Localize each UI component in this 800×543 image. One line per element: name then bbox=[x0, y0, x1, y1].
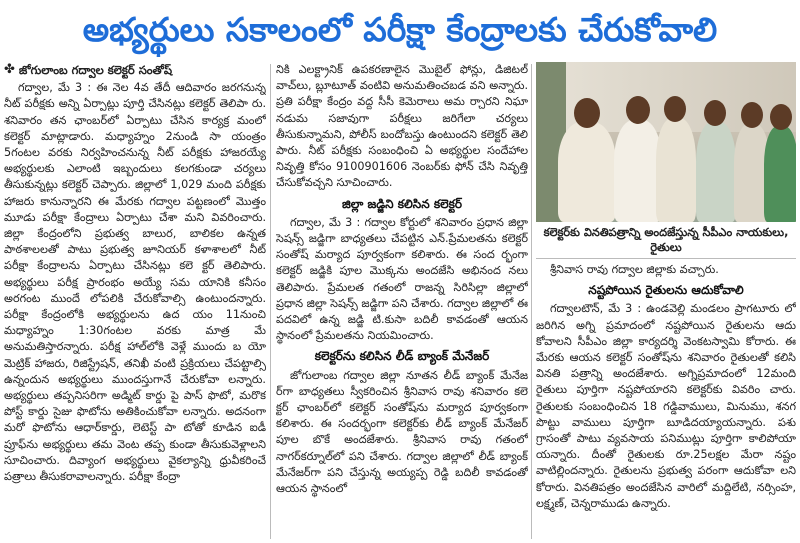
photo-person-head bbox=[574, 98, 600, 128]
photo-person-head bbox=[704, 100, 726, 126]
subheading-judge-meeting: జిల్లా జడ్జిని కలిసిన కలెక్టర్ bbox=[341, 196, 462, 211]
photo-person bbox=[558, 122, 616, 222]
photo-person bbox=[696, 122, 736, 222]
photo-person-head bbox=[626, 96, 650, 124]
continued-text: శ్రీనివాస రావు గద్వాల జిల్లాకు వచ్చారు. bbox=[550, 263, 719, 276]
subheading-farmers: నష్టపోయిన రైతులను ఆదుకోవాలి bbox=[588, 283, 744, 298]
byline-text: జోగులాంబ గద్వాల కలెక్టర్ సంతోష్ bbox=[18, 63, 173, 77]
news-photo bbox=[536, 62, 796, 222]
photo-caption: కలెక్టర్‌కు వినతిపత్రాన్ని అందజేస్తున్న సీపీఎం నాయకులు, రైతులు bbox=[536, 225, 796, 259]
photo-person bbox=[656, 118, 696, 222]
photo-person-head bbox=[770, 104, 792, 130]
photo-person bbox=[764, 126, 796, 222]
column-divider bbox=[270, 64, 271, 539]
article-body: గద్వాల, మే 3 : ఈ నెల 4వ తేదీ ఆదివారం జరగనున్న నీట్ పరీక్షకు అన్ని ఏర్పాట్లు పూర్తి చేసినట్లు కలెక్టర్ తెలిపా రు. శనివారం తన ఛాంబర్‌లో ఏర్పాటు చేసిన కార్యక్ర మంలో కలెక్టర్ మాట్లాడారు. మధ్యాహ్నం 2నుండి సా యంత్రం 5గంటల వరకు నిర్వహించనున్న నీట్ పరీక్షకు హాజరయ్యే అభ్యర్థులకు ఎలాంటి ఇబ్బందులు కలగకుండా చర్యలు తీసుకున్నట్లు కలెక్టర్ చెప్పారు. జిల్లాలో 1,029 మంది పరీక్షకు హాజరు కానున్నారని ఈ మేరకు గద్వాల పట్టణంలో మొత్తం మూడు పరీక్షా కేంద్రాలు ఏర్పాటు చేశా మని వివరించారు. జిల్లా కేంద్రంలోని ప్రభుత్వ బాలుర, బాలికల ఉన్నత పాఠశాలలతో పాటు ప్రభుత్వ జూనియర్ కళాశాలలో నీట్ పరీక్షా కేంద్రాలను ఏర్పాటు చేసినట్లు కలె క్టర్ తెలిపారు. అభ్యర్థులు పరీక్ష ప్రారంభం అయ్యే సమ యానికి కనీసం అరగంట ముందే లోపలికి చేరుకోవాల్సి ఉంటుందన్నారు. పరీక్షా కేంద్రంలోకి అభ్యర్థులను ఉద యం 11నుంచి మధ్యాహ్నం 1:30గంటల వరకు మాత్ర మే అనుమతిస్తారన్నారు. పరీక్ష హాల్‌లోకి వెళ్లే ముందు బ యో మెట్రిక్ హాజరు, రిజిస్ట్రేషన్, తనిఖీ వంటి ప్రక్రియలు చేపట్టాల్సి ఉన్నందున అభ్యర్థులు ముందస్తుగానే చేరుకోవా లన్నారు. అభ్యర్థులు తప్పనిసరిగా అడ్మిట్ కార్డు పై పాస్ ఫొటో, మరొక పోస్ట్ కార్డు సైజు ఫొటోను అతికించుకోవా లన్నారు. అదనంగా మరో ఫొటోను ఆధార్‌కార్డు, లెటెస్ట్ పా టోతో కూడిన ఐడీ ప్రూఫ్‌ను అభ్యర్థులు తమ వెంట తప్ప కుండా తీసుకువెళ్లాలని సూచించారు. దివ్యాంగ అభ్యర్థులు వైకల్యాన్ని ధ్రువీకరించే పత్రాలు తీసుకరావాలన్నారు. పరీక్షా కేంద్రా bbox=[4, 81, 266, 484]
article-byline bbox=[4, 62, 266, 78]
photo-person-head bbox=[741, 102, 763, 128]
photo-person-head bbox=[664, 96, 686, 122]
article-column-1 bbox=[4, 62, 266, 541]
bank-manager-body: జోగులాంబ గద్వాల జిల్లా నూతన లీడ్ బ్యాంక్ మేనేజ ర్‌గా బాధ్యతలు స్వీకరించిన శ్రీనివాస రావు శనివారం కలె క్టర్ ఛాంబర్‌లో కలెక్టర్ సంతోష్‌ను మర్యాద పూర్వకంగా కలిశారు. ఈ సందర్భంగా కలెక్టర్‌కు లీడ్ బ్యాంక్ మేనేజర్ పూల బొకే అందజేశారు. శ్రీనివాస రావు గతంలో నాగర్‌కర్నూల్‌లో పని చేశారు. గద్వాల జిల్లాలో లీడ్ బ్యాంక్ మేనేజర్‌గా పని చేస్తున్న అయ్యప్ప రెడ్డి బదిలీ కావడంతో ఆయన స్థానంలో bbox=[276, 368, 528, 496]
farmers-article-body: గద్వాలటౌన్, మే 3 : ఉండవెల్లి మండలం ప్రాగటూరు లో జరిగిన అగ్ని ప్రమాదంలో నష్టపోయిన రైతులను ఆదు కోవాలని సీపీఎం జిల్లా కార్యదర్శి వెంకటస్వామి కోరారు. ఈ మేరకు ఆయన కలెక్టర్ సంతోష్‌ను శనివారం రైతులతో కలిసి వినతి పత్రాన్ని అందజేశారు. అగ్నిప్రమాదంలో 12మంది రైతులు పూర్తిగా నష్టపోయారని కలెక్టర్‌కు వివరిం చారు. రైతులకు సంబంధించిన 18 గడ్డివాములు, మినుము, శనగ పొట్టు వాములు పూర్తిగా బూడిదయ్యాయన్నారు. పశు గ్రాసంతో పాటు వ్యవసాయ పనిముట్లు పూర్తిగా కాలిపోయా యన్నారు. దీంతో రైతులకు రూ.25లక్షల మేరా నష్టం వాటిల్లిందన్నారు. రైతులను ప్రభుత్వ పరంగా ఆదుకోవా లని కోరారు. వినతిపత్రం అందజేసిన వారిలో మద్దిలేటి, నర్సింహ, లక్ష్మణ్, చెన్నరాముడు ఉన్నారు. bbox=[536, 302, 796, 510]
column-divider bbox=[531, 64, 532, 539]
star-bullet-icon: ✤ bbox=[4, 62, 15, 77]
subheading-bank-manager: కలెక్టర్‌ను కలిసిన లీడ్ బ్యాంక్ మేనేజర్ bbox=[314, 349, 490, 364]
photo-person bbox=[614, 120, 662, 222]
article-column-3 bbox=[536, 62, 796, 541]
article-body-continued: నికి ఎలక్ట్రానిక్ ఉపకరణాలైన మొబైల్ ఫోన్లు, డిజిటల్ వాచ్‌లు, బ్లూటూత్ వంటివి అనుమతించబడ వని అన్నారు. ప్రతి పరీక్షా కేంద్రం వద్ద సీసీ కెమెరాలు అమ ర్చారని నిఘా నడుమ సజావుగా పరీక్షలు జరిగేలా చర్యలు తీసుకున్నామని, పోలీస్ బందోబస్తు ఉంటుందని కలెక్టర్ తెలి పారు. నీట్ పరీక్షకు సంబంధించి ఏ అభ్యర్థుల సందేహాల నివృత్తి కోసం 9100901606 నెంబర్‌కు ఫోన్ చేసి నివృత్తి చేసుకోవచ్చని సూచించారు. bbox=[276, 63, 528, 190]
judge-meeting-body: గద్వాల, మే 3 : గద్వాల కోర్టులో శనివారం ప్రధాన జిల్లా సెషన్స్ జడ్జిగా బాధ్యతలు చేపట్టిన ఎన్.ప్రేమలతను కలెక్టర్ సంతోష్ మర్యాద పూర్వకంగా కలిశారు. ఈ సంద ర్భంగా కలెక్టర్ జడ్జికి పూల మొక్కను అందజేసి అభినంద నలు తెలిపారు. ప్రేమలత గతంలో రాజన్న సిరిసిల్లా జిల్లాలో ప్రధాన జిల్లా సెషన్స్ జడ్జిగా పని చేశారు. గద్వాల జిల్లాలో ఈ పదవిలో ఉన్న జడ్జి టి.కుసా బదిలీ కావడంతో ఆయన స్థానంలో ప్రేమలతను నియమించారు. bbox=[276, 215, 528, 343]
headline: అభ్యర్థులు సకాలంలో పరీక్షా కేంద్రాలకు చేరుకోవాలి bbox=[82, 10, 718, 49]
article-column-2 bbox=[276, 62, 528, 541]
